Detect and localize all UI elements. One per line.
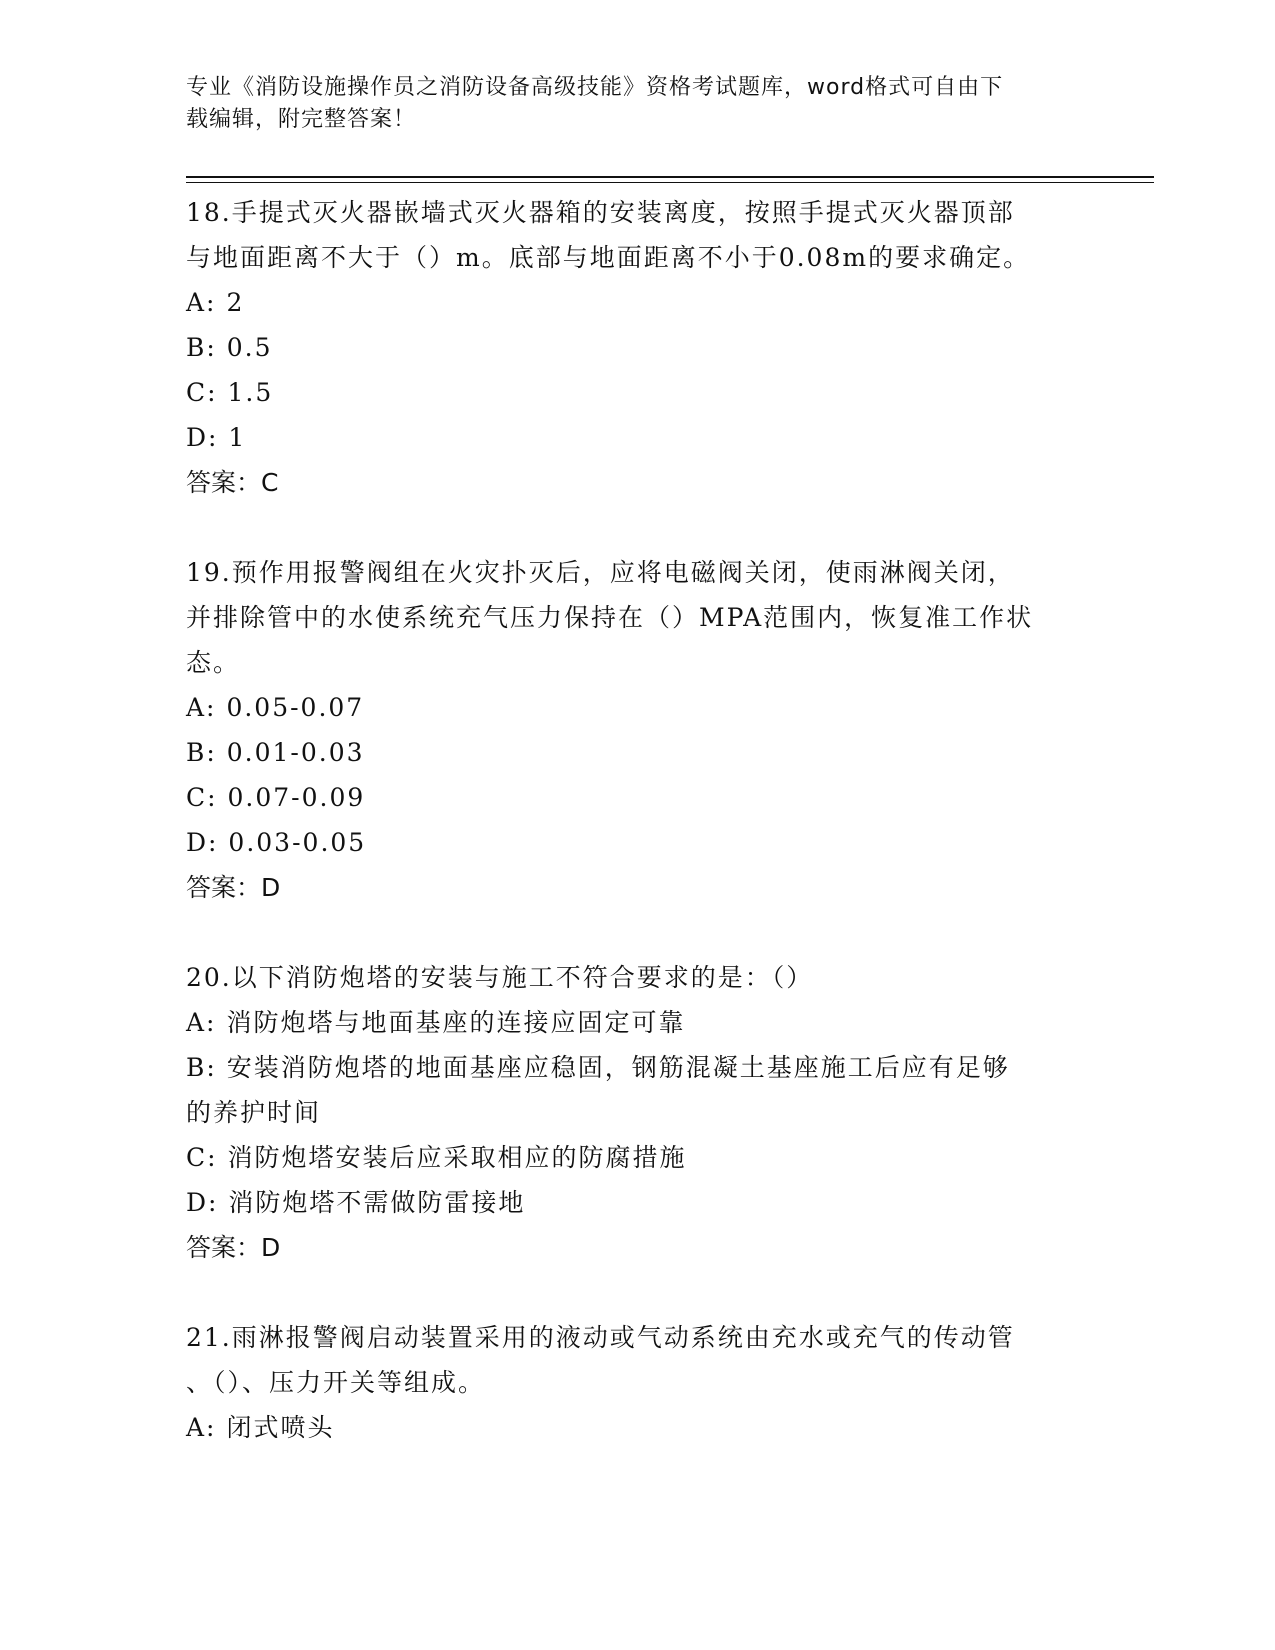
option-letter: B: [186,738,217,767]
question-text-line: 态。 [186,648,241,677]
answer-line: 答案：D [186,1233,281,1262]
option-text: 0.05-0.07 [226,693,365,722]
option-a [186,1405,1086,1450]
question-text-line: 与地面距离不大于（）m。底部与地面距离不小于0.08m的要求确定。 [186,243,1031,272]
answer-line: 答案：D [186,873,281,902]
question-text-line: 20.以下消防炮塔的安装与施工不符合要求的是：（） [186,963,814,992]
option-text: 2 [226,288,245,317]
option-d [186,415,1086,460]
option-text: 安装消防炮塔的地面基座应稳固，钢筋混凝土基座施工后应有足够 [226,1053,1010,1082]
option-text: 0.03-0.05 [228,828,367,857]
option-letter: A: [186,693,217,722]
option-text: 消防炮塔不需做防雷接地 [228,1188,526,1217]
document-header [186,72,1086,136]
option-letter: A: [186,1413,217,1442]
option-text: 闭式喷头 [226,1413,335,1442]
option-a [186,280,1086,325]
option-text: 0.07-0.09 [227,783,366,812]
option-letter: B: [186,1053,217,1082]
option-a [186,685,1086,730]
option-text: 0.01-0.03 [226,738,365,767]
question-20 [186,955,1086,1270]
question-text-line: 、（）、压力开关等组成。 [186,1368,486,1397]
option-letter: D: [186,1188,219,1217]
option-letter: A: [186,1008,217,1037]
option-letter: C: [186,378,218,407]
option-text: 1.5 [227,378,274,407]
option-letter: C: [186,1143,218,1172]
question-21 [186,1315,1086,1450]
option-letter: C: [186,783,218,812]
option-b [186,1045,1086,1090]
option-d [186,820,1086,865]
option-text: 0.5 [226,333,273,362]
option-text: 消防炮塔与地面基座的连接应固定可靠 [226,1008,686,1037]
option-text: 1 [228,423,247,452]
option-d [186,1180,1086,1225]
question-18 [186,190,1086,505]
header-divider [186,176,1154,183]
option-letter: D: [186,423,219,452]
option-c [186,370,1086,415]
option-b [186,325,1086,370]
option-letter: D: [186,828,219,857]
option-c [186,775,1086,820]
question-text-line: 18.手提式灭火器嵌墙式灭火器箱的安装离度，按照手提式灭火器顶部 [186,198,1015,227]
option-c [186,1135,1086,1180]
option-letter: A: [186,288,217,317]
header-line-2: 载编辑，附完整答案！ [186,107,417,132]
option-b [186,730,1086,775]
option-a [186,1000,1086,1045]
option-b-continued: 的养护时间 [186,1098,322,1127]
question-text-line: 19.预作用报警阀组在火灾扑灭后，应将电磁阀关闭，使雨淋阀关闭， [186,558,1015,587]
question-text-line: 并排除管中的水使系统充气压力保持在（）MPA范围内，恢复准工作状 [186,603,1034,632]
option-letter: B: [186,333,217,362]
header-line-1: 专业《消防设施操作员之消防设备高级技能》资格考试题库，word格式可自由下 [186,75,1004,100]
question-text-line: 21.雨淋报警阀启动装置采用的液动或气动系统由充水或充气的传动管 [186,1323,1015,1352]
option-text: 消防炮塔安装后应采取相应的防腐措施 [227,1143,687,1172]
answer-line: 答案：C [186,468,279,497]
question-list [186,190,1086,1495]
question-19 [186,550,1086,910]
